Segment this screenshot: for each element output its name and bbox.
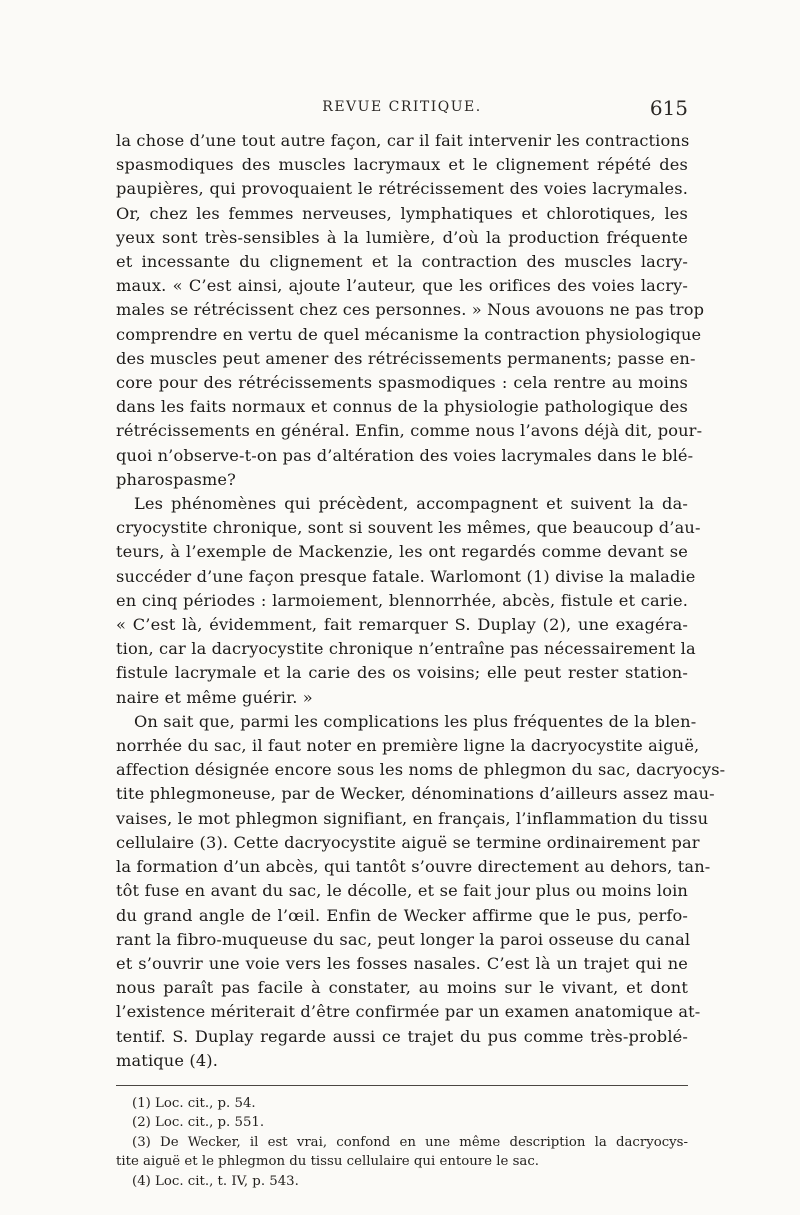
footnote: (3) De Wecker, il est vrai, confond en une même description la dacryocys-: [132, 1134, 688, 1150]
footnotes: [116, 1094, 688, 1192]
footnote: (4) Loc. cit., t. IV, p. 543.: [132, 1173, 299, 1189]
text-line: et s’ouvrir une voie vers les fosses nasales. C’est là un trajet qui ne: [116, 953, 688, 973]
page-number: 615: [649, 96, 688, 120]
text-line: yeux sont très-sensibles à la lumière, d’où la production fréquente: [116, 227, 688, 247]
text-line: en cinq périodes : larmoiement, blennorrhée, abcès, fistule et carie.: [116, 590, 688, 610]
footnote: tite aiguë et le phlegmon du tissu cellulaire qui entoure le sac.: [116, 1154, 540, 1170]
text-line: affection désignée encore sous les noms de phlegmon du sac, dacryocys-: [116, 760, 726, 780]
text-line: paupières, qui provoquaient le rétrécissement des voies lacrymales.: [116, 179, 688, 199]
text-line: tentif. S. Duplay regarde aussi ce trajet du pus comme très-problé-: [116, 1026, 688, 1046]
text-line: cryocystite chronique, sont si souvent les mêmes, que beaucoup d’au-: [116, 518, 701, 538]
running-title: REVUE CRITIQUE.: [322, 99, 482, 115]
text-line: males se rétrécissent chez ces personnes. » Nous avouons ne pas trop: [116, 300, 705, 320]
text-line: Les phénomènes qui précèdent, accompagnent et suivent la da-: [134, 494, 688, 514]
text-line: spasmodiques des muscles lacrymaux et le clignement répété des: [116, 155, 688, 175]
text-line: tôt fuse en avant du sac, le décolle, et se fait jour plus ou moins loin: [116, 881, 688, 901]
text-line: la chose d’une tout autre façon, car il fait intervenir les contractions: [116, 131, 690, 150]
text-line: tion, car la dacryocystite chronique n’entraîne pas nécessairement la: [116, 639, 696, 659]
text-line: cellulaire (3). Cette dacryocystite aiguë se termine ordinairement par: [116, 832, 700, 852]
text-line: des muscles peut amener des rétrécissements permanents; passe en-: [116, 348, 696, 368]
text-line: pharospasme?: [116, 469, 236, 489]
text-line: fistule lacrymale et la carie des os voisins; elle peut rester station-: [116, 663, 688, 683]
text-line: comprendre en vertu de quel mécanisme la contraction physiologique: [116, 324, 702, 344]
page-content: [116, 96, 726, 1191]
text-line: nous paraît pas facile à constater, au moins sur le vivant, et dont: [116, 978, 688, 998]
text-line: tite phlegmoneuse, par de Wecker, dénominations d’ailleurs assez mau-: [116, 784, 715, 804]
text-line: dans les faits normaux et connus de la physiologie pathologique des: [116, 397, 688, 417]
footnote: (2) Loc. cit., p. 551.: [132, 1115, 265, 1131]
text-line: l’existence mériterait d’être confirmée par un examen anatomique at-: [116, 1002, 701, 1022]
text-line: On sait que, parmi les complications les plus fréquentes de la blen-: [134, 711, 697, 731]
text-line: matique (4).: [116, 1050, 219, 1070]
text-line: vaises, le mot phlegmon signifiant, en français, l’inflammation du tissu: [116, 808, 709, 828]
text-line: rétrécissements en général. Enfin, comme nous l’avons déjà dit, pour-: [116, 421, 703, 441]
text-line: « C’est là, évidemment, fait remarquer S. Duplay (2), une exagéra-: [116, 615, 688, 635]
text-line: la formation d’un abcès, qui tantôt s’ouvre directement au dehors, tan-: [116, 857, 711, 877]
running-head: [116, 96, 688, 126]
text-line: quoi n’observe-t-on pas d’altération des voies lacrymales dans le blé-: [116, 445, 694, 465]
body-text: [116, 129, 726, 1073]
text-line: maux. « C’est ainsi, ajoute l’auteur, que les orifices des voies lacry-: [116, 276, 688, 296]
footnote-divider: [116, 1085, 688, 1086]
text-line: succéder d’une façon presque fatale. Warlomont (1) divise la maladie: [116, 566, 696, 586]
footnote: (1) Loc. cit., p. 54.: [132, 1095, 256, 1111]
text-line: norrhée du sac, il faut noter en première ligne la dacryocystite aiguë,: [116, 736, 700, 756]
text-line: rant la fibro-muqueuse du sac, peut longer la paroi osseuse du canal: [116, 929, 691, 949]
text-line: teurs, à l’exemple de Mackenzie, les ont regardés comme devant se: [116, 542, 688, 562]
text-line: et incessante du clignement et la contraction des muscles lacry-: [116, 252, 688, 272]
text-line: core pour des rétrécissements spasmodiques : cela rentre au moins: [116, 373, 688, 393]
text-line: naire et même guérir. »: [116, 687, 313, 707]
text-line: du grand angle de l’œil. Enfin de Wecker affirme que le pus, perfo-: [116, 905, 688, 925]
text-line: Or, chez les femmes nerveuses, lymphatiques et chlorotiques, les: [116, 203, 688, 223]
